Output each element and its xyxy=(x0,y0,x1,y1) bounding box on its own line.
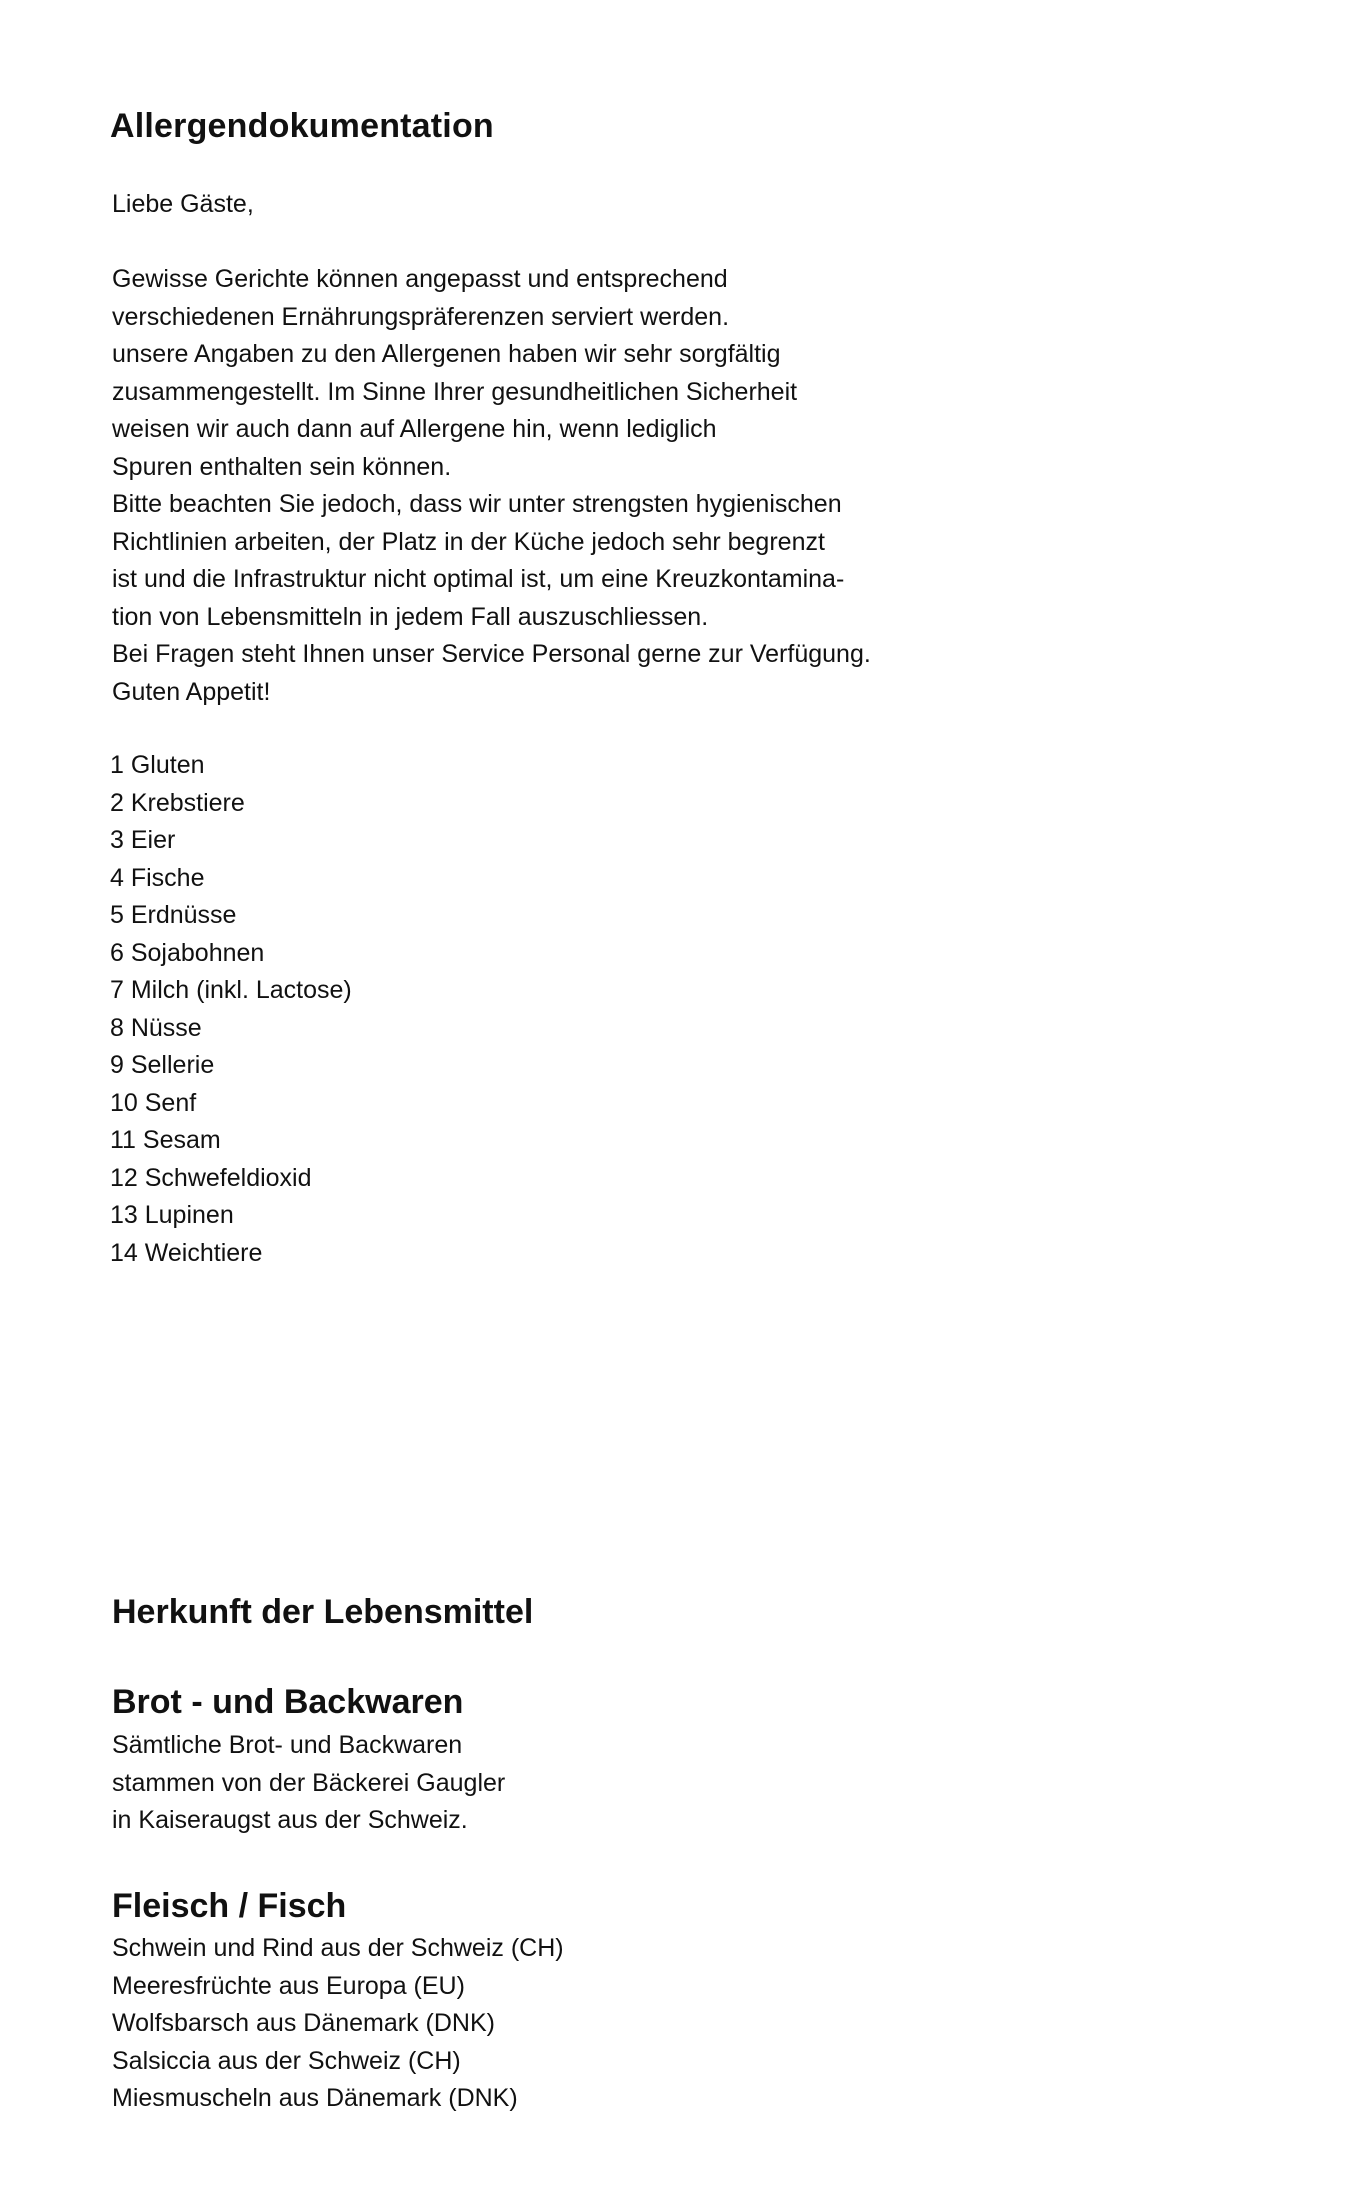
intro-line: verschiedenen Ernährungspräferenzen serviert werden. xyxy=(112,302,730,331)
intro-line: Guten Appetit! xyxy=(112,677,271,706)
allergen-item: 1 Gluten xyxy=(110,751,205,779)
allergen-item: 7 Milch (inkl. Lactose) xyxy=(110,976,352,1004)
origin-title: Herkunft der Lebensmittel xyxy=(112,1593,534,1631)
bread-line: stammen von der Bäckerei Gaugler xyxy=(112,1768,506,1797)
allergen-list xyxy=(110,747,352,1272)
allergen-item: 5 Erdnüsse xyxy=(110,901,237,929)
intro-line: Spuren enthalten sein können. xyxy=(112,452,452,481)
intro-line: tion von Lebensmitteln in jedem Fall auszuschliessen. xyxy=(112,602,709,631)
allergen-item: 13 Lupinen xyxy=(110,1201,234,1229)
greeting: Liebe Gäste, xyxy=(112,190,254,218)
intro-line: unsere Angaben zu den Allergenen haben wir sehr sorgfältig xyxy=(112,340,781,368)
allergen-item: 8 Nüsse xyxy=(110,1013,202,1042)
meat-fish-paragraph xyxy=(112,1930,564,2118)
meat-fish-line: Schwein und Rind aus der Schweiz (CH) xyxy=(112,1934,564,1962)
intro-line: Bei Fragen steht Ihnen unser Service Personal gerne zur Verfügung. xyxy=(112,640,871,668)
intro-line: Gewisse Gerichte können angepasst und entsprechend xyxy=(112,265,728,293)
allergen-item: 6 Sojabohnen xyxy=(110,938,265,967)
meat-fish-line: Wolfsbarsch aus Dänemark (DNK) xyxy=(112,2009,495,2037)
allergen-item: 10 Senf xyxy=(110,1088,197,1117)
meat-fish-line: Miesmuscheln aus Dänemark (DNK) xyxy=(112,2084,518,2112)
bread-paragraph xyxy=(112,1727,505,1840)
intro-line: ist und die Infrastruktur nicht optimal ist, um eine Kreuzkontamina- xyxy=(112,565,845,593)
intro-line: Richtlinien arbeiten, der Platz in der Küche jedoch sehr begrenzt xyxy=(112,527,825,556)
meat-fish-heading: Fleisch / Fisch xyxy=(112,1887,347,1925)
allergen-item: 3 Eier xyxy=(110,826,176,854)
meat-fish-line: Salsiccia aus der Schweiz (CH) xyxy=(112,2046,461,2075)
allergen-item: 11 Sesam xyxy=(110,1126,221,1154)
allergen-title: Allergendokumentation xyxy=(110,107,494,145)
intro-line: zusammengestellt. Im Sinne Ihrer gesundheitlichen Sicherheit xyxy=(112,377,798,406)
allergen-item: 9 Sellerie xyxy=(110,1051,215,1079)
bread-line: Sämtliche Brot- und Backwaren xyxy=(112,1731,463,1759)
allergen-item: 2 Krebstiere xyxy=(110,788,245,817)
bread-heading: Brot - und Backwaren xyxy=(112,1683,464,1721)
intro-paragraph xyxy=(112,261,871,711)
allergen-item: 14 Weichtiere xyxy=(110,1238,263,1267)
intro-line: Bitte beachten Sie jedoch, dass wir unter strengsten hygienischen xyxy=(112,490,842,518)
meat-fish-line: Meeresfrüchte aus Europa (EU) xyxy=(112,1971,465,2000)
bread-line: in Kaiseraugst aus der Schweiz. xyxy=(112,1806,468,1834)
intro-line: weisen wir auch dann auf Allergene hin, wenn lediglich xyxy=(112,415,717,443)
allergen-item: 12 Schwefeldioxid xyxy=(110,1163,312,1192)
allergen-item: 4 Fische xyxy=(110,863,205,892)
